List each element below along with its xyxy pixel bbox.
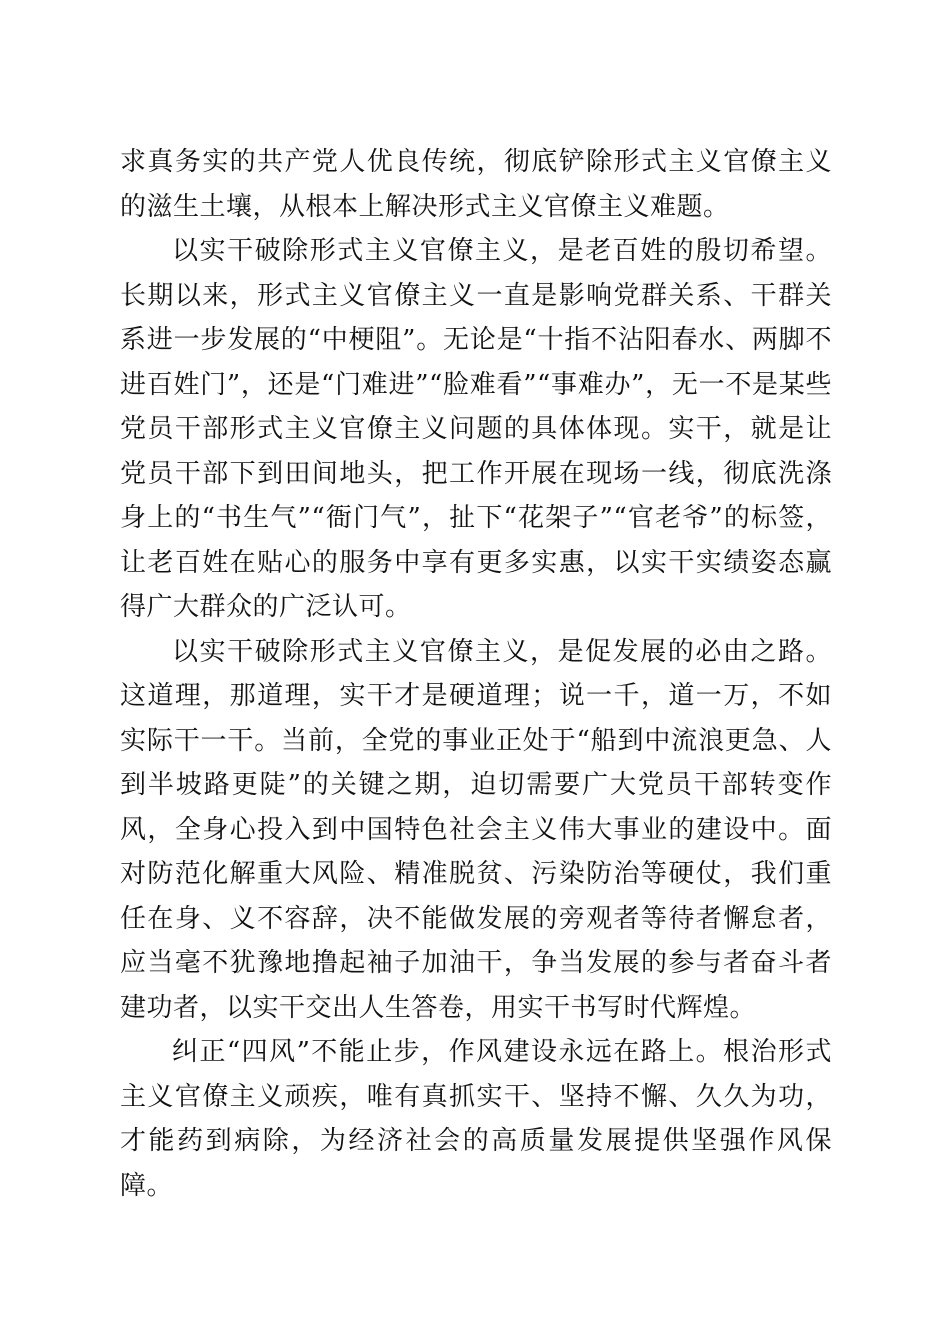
- document-body: [120, 140, 832, 1208]
- paragraph-development: 以实干破除形式主义官僚主义，是促发展的必由之路。这道理，那道理，实干才是硬道理；说一千，道一万，不如实际干一干。当前，全党的事业正处于“船到中流浪更急、人到半坡路更陡”的关键之期，迫切需要广大党员干部转变作风，全身心投入到中国特色社会主义伟大事业的建设中。面对防范化解重大风险、精准脱贫、污染防治等硬仗，我们重任在身、义不容辞，决不能做发展的旁观者等待者懈怠者，应当毫不犹豫地撸起袖子加油干，争当发展的参与者奋斗者建功者，以实干交出人生答卷，用实干书写时代辉煌。: [120, 636, 832, 1023]
- paragraph-hope: 以实干破除形式主义官僚主义，是老百姓的殷切希望。长期以来，形式主义官僚主义一直是影响党群关系、干群关系进一步发展的“中梗阻”。无论是“十指不沾阳春水、两脚不进百姓门”，还是“门难进”“脸难看”“事难办”，无一不是某些党员干部形式主义官僚主义问题的具体体现。实干，就是让党员干部下到田间地头，把工作开展在现场一线，彻底洗涤身上的“书生气”“衙门气”，扯下“花架子”“官老爷”的标签，让老百姓在贴心的服务中享有更多实惠，以实干实绩姿态赢得广大群众的广泛认可。: [120, 236, 832, 622]
- paragraph-continuation: 求真务实的共产党人优良传统，彻底铲除形式主义官僚主义的滋生土壤，从根本上解决形式主义官僚主义难题。: [120, 147, 832, 222]
- paragraph-conclusion: 纠正“四风”不能止步，作风建设永远在路上。根治形式主义官僚主义顽疾，唯有真抓实干、坚持不懈、久久为功，才能药到病除，为经济社会的高质量发展提供坚强作风保障。: [120, 1037, 832, 1201]
